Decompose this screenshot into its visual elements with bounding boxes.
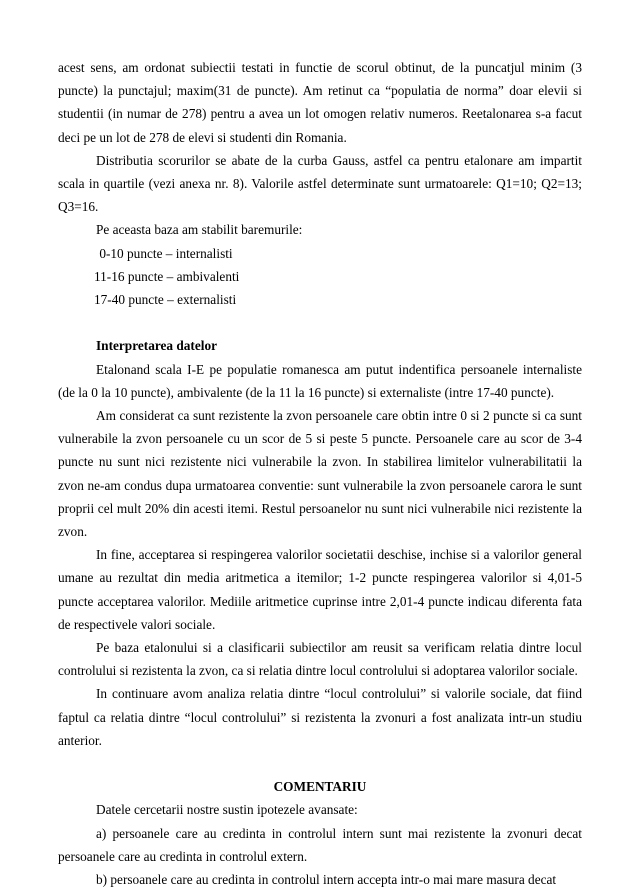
paragraph: Distributia scorurilor se abate de la curba Gauss, astfel ca pentru etalonare am impartit scala in quartile (vezi anexa nr. 8). Valorile astfel determinate sunt urmatoarele: Q1=10; Q2=13; Q3=16.	[58, 152, 582, 215]
section-title: COMENTARIU	[273, 779, 367, 795]
paragraph: a) persoanele care au credinta in controlul intern sunt mai rezistente la zvonuri decat persoanele care au credinta in controlul extern.	[58, 825, 582, 864]
barem-item: 17-40 puncte – externalisti	[94, 292, 237, 308]
paragraph: In fine, acceptarea si respingerea valorilor societatii deschise, inchise si a valorilor general umane au rezultat din media aritmetica a itemilor; 1-2 puncte respingerea valorilor si 4,01-5 puncte acceptarea valorilor. Mediile aritmetice cuprinse intre 2,01-4 puncte indicau diferenta fata de respectivele valori sociale.	[58, 547, 582, 632]
barem-item: 11-16 puncte – ambivalenti	[94, 268, 240, 284]
spacer	[58, 752, 582, 775]
paragraph: Am considerat ca sunt rezistente la zvon persoanele care obtin intre 0 si 2 puncte si ca sunt vulnerabile la zvon persoanele cu un scor de 5 si peste 5 puncte. Persoanele care au scor de 3-4 puncte nu sunt nici rezistente nici vulnerabile la zvon. In stabilirea limitelor vulnerabilitatii la zvon ne-am condus dupa urmatoarea conventie: sunt vulnerabile la zvon persoanele carora le sunt proprii cel mult 20% din acesti itemi. Restul persoanelor nu sunt nici vulnerabile nici rezistente la zvon.	[58, 408, 582, 540]
paragraph: b) persoanele care au credinta in controlul intern accepta intr-o mai mare masura decat	[96, 872, 557, 888]
document-body	[58, 56, 582, 891]
paragraph: Datele cercetarii nostre sustin ipotezele avansate:	[96, 802, 358, 818]
paragraph: In continuare avom analiza relatia dintre “locul controlului” si valorile sociale, dat fiind faptul ca relatia dintre “locul controlului” si rezistenta la zvonuri a fost analizata intr-un studiu anterior.	[58, 686, 582, 748]
paragraph: acest sens, am ordonat subiectii testati in functie de scorul obtinut, de la puncatjul minim (3 puncte) la punctajul; maxim(31 de puncte). Am retinut ca “populatia de norma” doar elevii si studentii (in numar de 278) pentru a avea un lot omogen relativ numeros. Reetalonarea s-a facut deci pe un lot de 278 de elevi si studenti din Romania.	[58, 60, 582, 145]
spacer	[58, 311, 582, 334]
paragraph: Pe baza etalonului si a clasificarii subiectilor am reusit sa verificam relatia dintre locul controlului si rezistenta la zvon, ca si relatia dintre locul controlului si adoptarea valorilor sociale.	[58, 640, 582, 679]
paragraph: Etalonand scala I-E pe populatie romanesca am putut indentifica persoanele internaliste (de la 0 la 10 puncte), ambivalente (de la 11 la 16 puncte) si externaliste (intre 17-40 puncte).	[58, 361, 582, 400]
section-heading: Interpretarea datelor	[96, 338, 217, 354]
paragraph: Pe aceasta baza am stabilit baremurile:	[96, 222, 303, 238]
barem-item: 0-10 puncte – internalisti	[96, 245, 233, 261]
